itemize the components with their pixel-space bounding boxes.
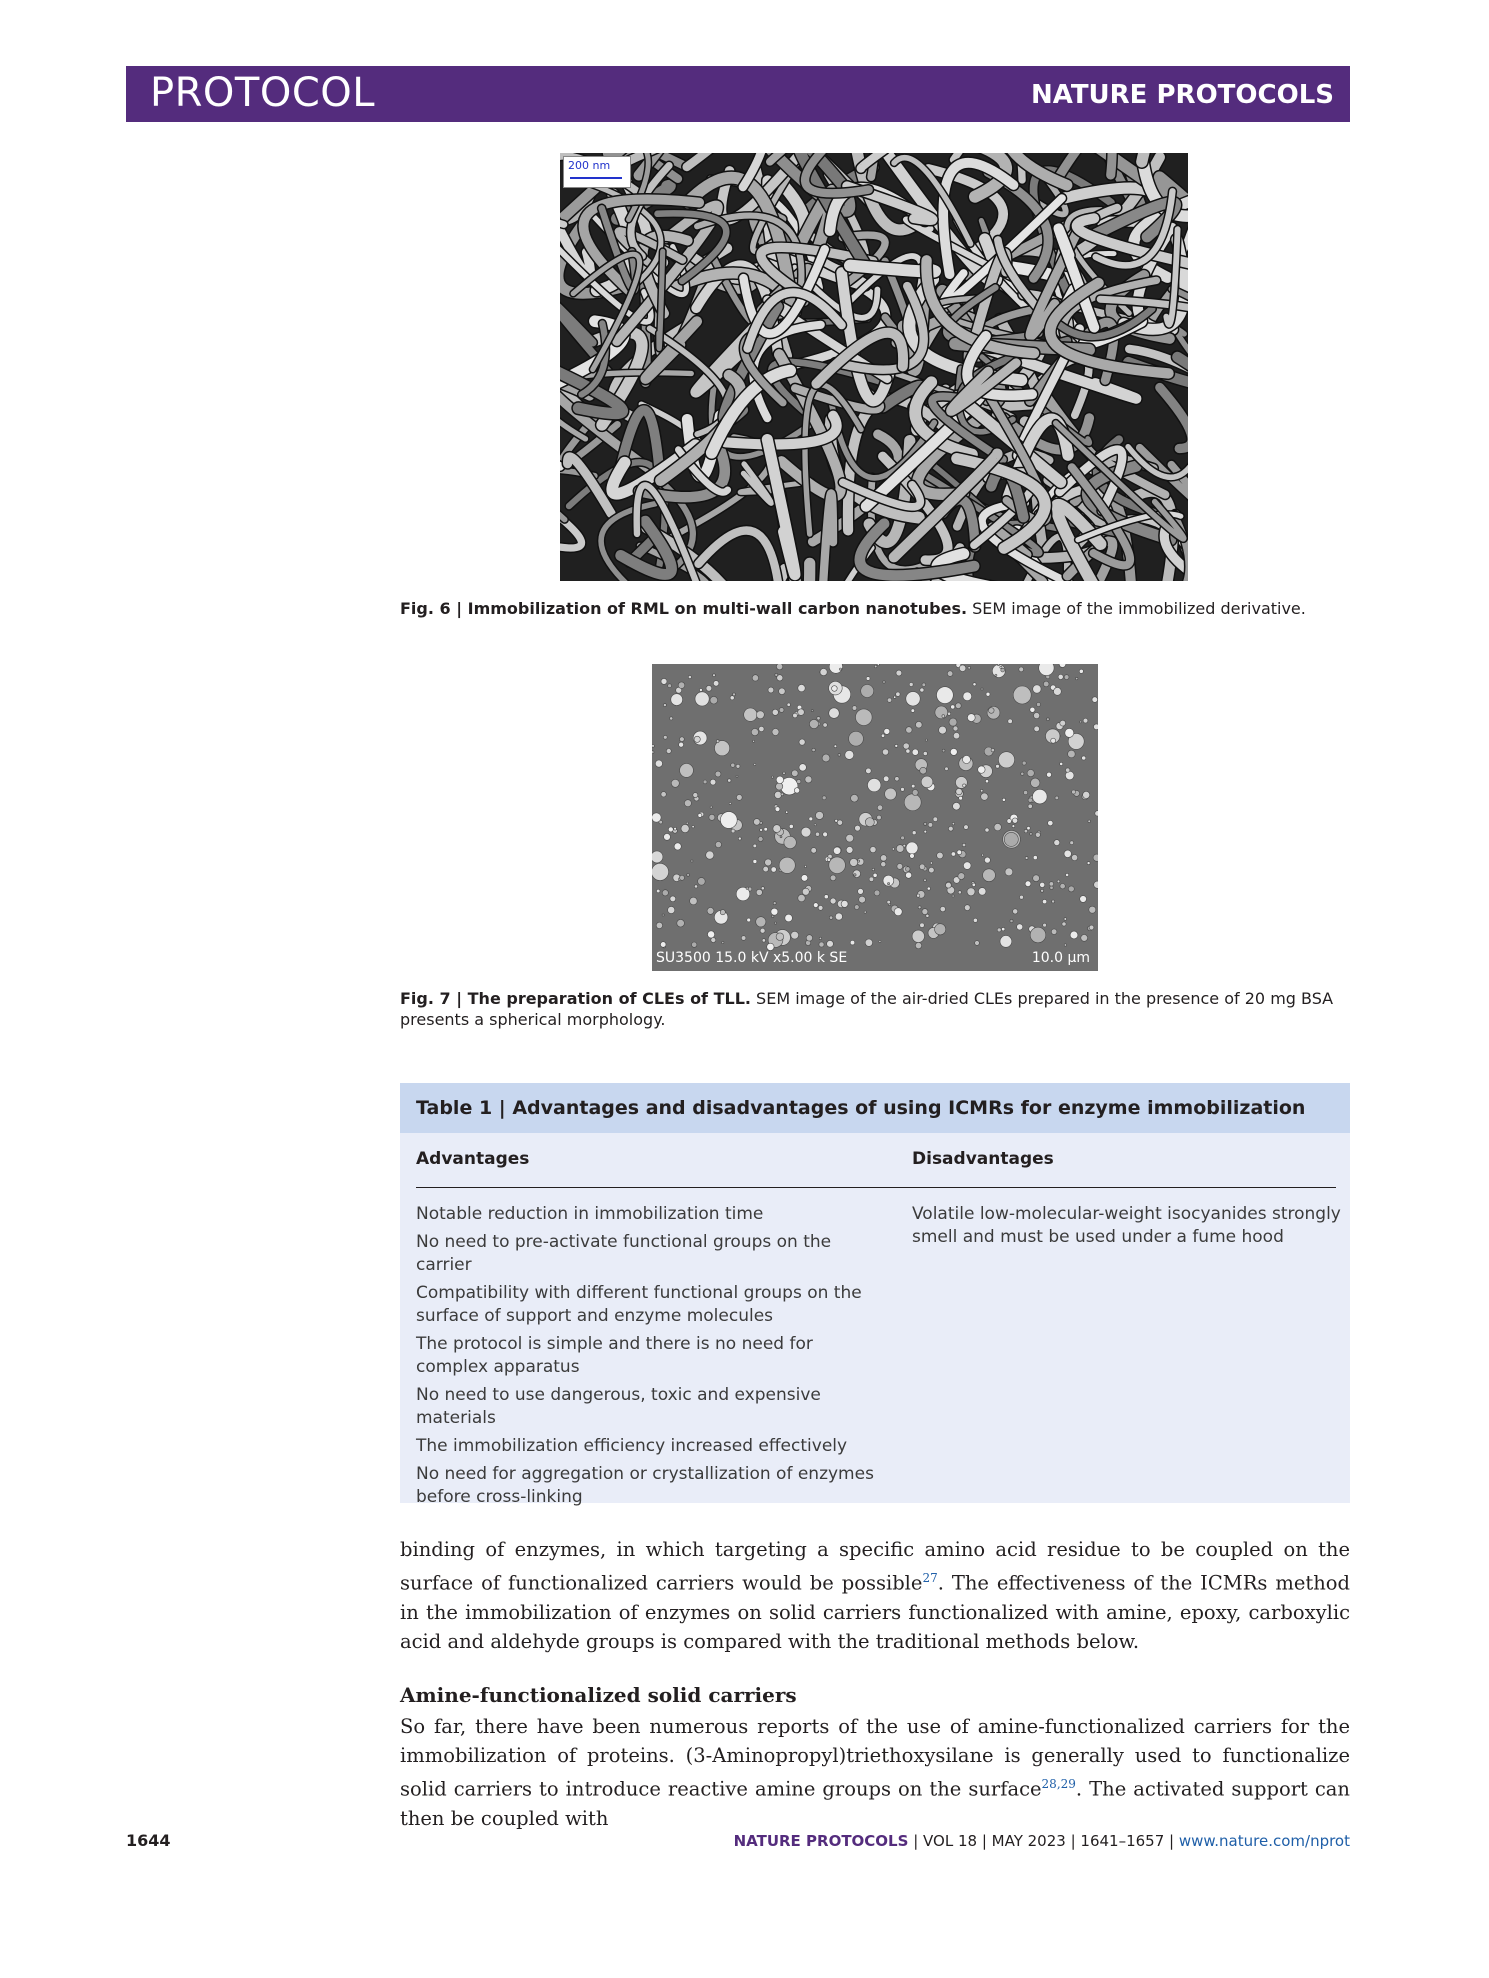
disadvantage-item: Volatile low-molecular-weight isocyanides strongly smell and must be used under a fume hood	[912, 1204, 1341, 1247]
sem-scale-label: 10.0 μm	[1031, 950, 1090, 966]
footer-date: MAY 2023	[991, 1832, 1066, 1850]
fig7-caption-title: Fig. 7 | The preparation of CLEs of TLL.	[400, 989, 751, 1008]
footer-citation	[734, 1832, 1350, 1850]
paragraph-text: binding of enzymes, in which targeting a specific amino acid residue to be coupled on the surface of functionalized carriers would be possible	[400, 1538, 1350, 1595]
footer-pages: 1641–1657	[1080, 1832, 1165, 1850]
scale-bar-box	[563, 156, 631, 188]
particle-texture	[652, 664, 1098, 971]
advantage-item: The immobilization efficiency increased effectively	[416, 1436, 848, 1456]
fig6-caption	[400, 598, 1350, 619]
header-bar	[126, 66, 1350, 122]
footer-separator: |	[977, 1832, 992, 1850]
disadvantages-list	[912, 1203, 1342, 1249]
footer-volume: VOL 18	[923, 1832, 978, 1850]
body-paragraph-2	[400, 1712, 1350, 1833]
advantage-item: Notable reduction in immobilization time	[416, 1204, 764, 1224]
column-header-disadvantages: Disadvantages	[912, 1149, 1054, 1169]
fig7-caption	[400, 988, 1350, 1030]
advantage-item: No need to use dangerous, toxic and expensive materials	[416, 1385, 821, 1428]
table-header-rule	[416, 1187, 1336, 1188]
fig6-sem-image	[560, 153, 1188, 581]
citation-link[interactable]: 27	[922, 1571, 938, 1585]
sem-settings-label: SU3500 15.0 kV x5.00 k SE	[656, 950, 848, 966]
table1	[400, 1083, 1350, 1507]
fig6-caption-text: SEM image of the immobilized derivative.	[967, 599, 1306, 618]
scale-bar-label: 200 nm	[568, 159, 611, 172]
section-heading: Amine-functionalized solid carriers	[400, 1683, 797, 1707]
advantage-item: Compatibility with different functional groups on the surface of support and enzyme molecules	[416, 1283, 862, 1326]
footer-separator: |	[1065, 1832, 1081, 1850]
journal-name: NATURE PROTOCOLS	[1030, 80, 1334, 110]
advantages-list	[416, 1203, 886, 1514]
advantage-item: The protocol is simple and there is no need for complex apparatus	[416, 1334, 813, 1377]
table1-title: Table 1 | Advantages and disadvantages of using ICMRs for enzyme immobilization	[416, 1097, 1306, 1119]
paragraph-text: . The effectiveness of the ICMRs method in the immobilization of enzymes on solid carriers functionalized with amine, epoxy, carboxylic acid and aldehyde groups is compared with the traditional methods below.	[400, 1571, 1350, 1653]
fig7-caption-text: SEM image of the air-dried CLEs prepared in the presence of 20 mg BSA presents a spherical morphology.	[400, 989, 1334, 1029]
table1-titlebar	[400, 1083, 1350, 1133]
citation-link[interactable]: 28,29	[1041, 1777, 1076, 1791]
page-number: 1644	[126, 1831, 171, 1850]
footer-url-link[interactable]: www.nature.com/nprot	[1178, 1832, 1350, 1850]
nanotube-texture	[560, 153, 1188, 581]
paragraph-text: . The activated support can then be coupled with	[400, 1777, 1350, 1830]
paragraph-text: So far, there have been numerous reports of the use of amine-functionalized carriers for the immobilization of proteins. (3-Aminopropyl)triethoxysilane is generally used to functionalize solid carriers to introduce reactive amine groups on the surface	[400, 1715, 1350, 1801]
sem-info-bar	[652, 947, 1098, 971]
section-label: PROTOCOL	[150, 70, 376, 116]
advantage-item: No need to pre-activate functional groups on the carrier	[416, 1232, 832, 1275]
footer-journal: NATURE PROTOCOLS	[733, 1832, 909, 1850]
footer-separator: |	[908, 1832, 924, 1850]
column-header-advantages: Advantages	[416, 1149, 530, 1169]
advantage-item: No need for aggregation or crystallization of enzymes before cross-linking	[416, 1464, 874, 1507]
fig7-sem-image	[652, 664, 1098, 971]
scale-bar	[570, 177, 622, 179]
fig6-caption-title: Fig. 6 | Immobilization of RML on multi-wall carbon nanotubes.	[400, 599, 968, 618]
footer-separator: |	[1164, 1832, 1179, 1850]
body-paragraph-1	[400, 1535, 1350, 1656]
